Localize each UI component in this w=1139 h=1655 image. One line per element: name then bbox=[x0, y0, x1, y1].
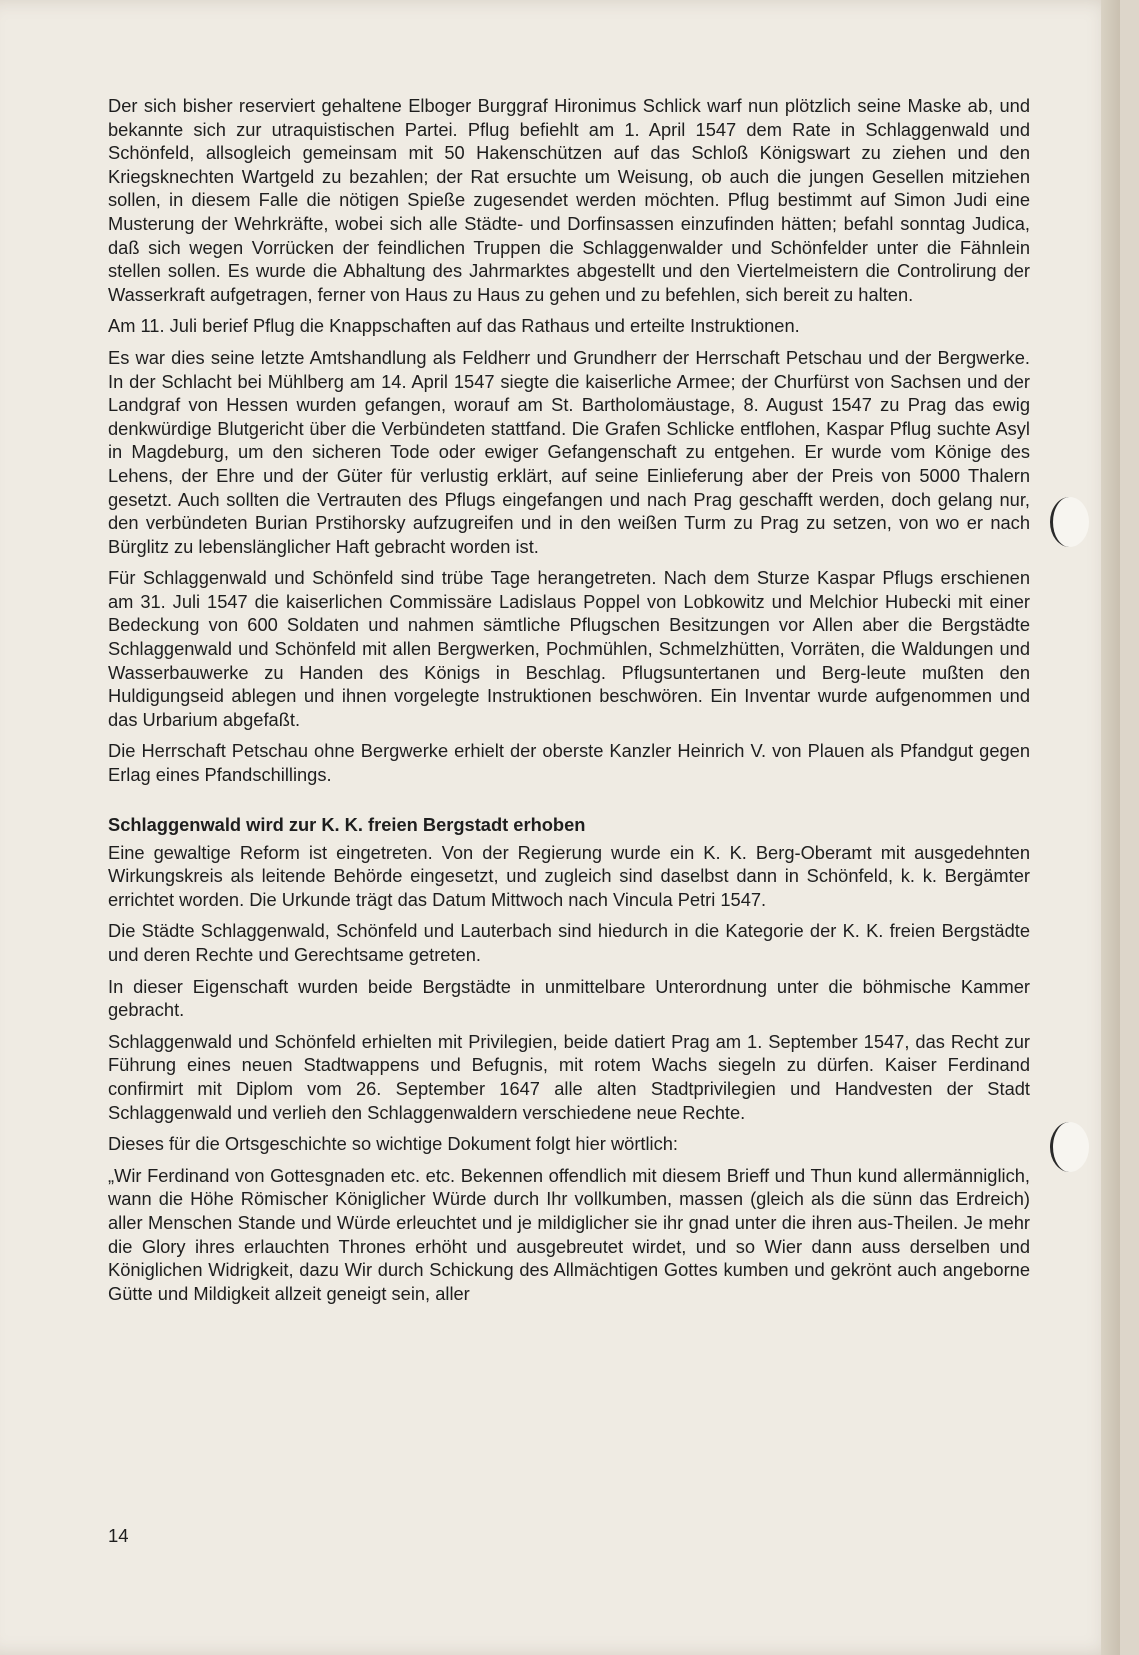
body-text bbox=[108, 94, 1030, 1313]
paragraph: Eine gewaltige Reform ist eingetreten. Von der Regierung wurde ein K. K. Berg-Oberamt mit ausgedehnten Wirkungskreis als leitende Behörde eingesetzt, und zugleich sind daselbst dann in Schönfeld, k. k. Bergämter errichtet worden. Die Urkunde trägt das Datum Mittwoch nach Vincula Petri 1547. bbox=[108, 841, 1030, 910]
paragraph: Am 11. Juli berief Pflug die Knappschaften auf das Rathaus und erteilte Instruktionen. bbox=[108, 315, 800, 337]
page-number: 14 bbox=[108, 1525, 129, 1546]
page-edge bbox=[1101, 0, 1120, 1655]
paragraph: Die Herrschaft Petschau ohne Bergwerke erhielt der oberste Kanzler Heinrich V. von Plauen als Pfandgut gegen Erlag eines Pfandschillings. bbox=[108, 740, 1030, 786]
paragraph: Dieses für die Ortsgeschichte so wichtige Dokument folgt hier wörtlich: bbox=[108, 1133, 679, 1155]
paragraph: Die Städte Schlaggenwald, Schönfeld und Lauterbach sind hiedurch in die Kategorie der K. K. freien Bergstädte und deren Rechte und Gerechtsame getreten. bbox=[108, 920, 1030, 965]
punch-hole-icon bbox=[1050, 497, 1089, 547]
section-heading: Schlaggenwald wird zur K. K. freien Bergstadt erhoben bbox=[108, 813, 586, 835]
paragraph: „Wir Ferdinand von Gottesgnaden etc. etc. Bekennen offendlich mit diesem Brieff und Thun kund allermänniglich, wann die Höhe Römischer Königlicher Würde durch Ihr vollkumben, massen (gleich als die sünn das Erdreich) aller Menschen Stande und Würde erleuchtet und je mildiglicher sie ihr gnad unter die ihren aus-Theilen. Je mehr die Glory ihres erlauchten Thrones erhöht und ausgebreutet wirdet, und so Wier dann auss derselben und Königlichen Widrigkeit, dazu Wir durch Schickung des Allmächtigen Gottes kumben und gekrönt auch angeborne Gütte und Mildigkeit allzeit geneigt sein, aller bbox=[108, 1164, 1030, 1304]
paragraph: Es war dies seine letzte Amtshandlung als Feldherr und Grundherr der Herrschaft Petschau und der Bergwerke. In der Schlacht bei Mühlberg am 14. April 1547 siegte die kaiserliche Armee; der Churfürst von Sachsen und der Landgraf von Hessen wurden gefangen, worauf am St. Bartholomäustage, 8. August 1547 zu Prag das ewig denkwürdige Blutgericht über die Verbündeten stattfand. Die Grafen Schlicke entflohen, Kaspar Pflug suchte Asyl in Magdeburg, um den sicheren Tode oder ewiger Gefangenschaft zu entgehen. Er wurde vom Könige des Lehens, der Ehre und der Güter für verlustig erklärt, auf seine Einlieferung aber der Preis von 5000 Thalern gesetzt. Auch sollten die Vertrauten des Pflugs eingefangen und nach Prag geschafft werden, doch gelang nur, den verbündeten Burian Prstihorsky aufzugreifen und in den weißen Turm zu Prag zu setzen, von wo er nach Bürglitz zu lebenslänglicher Haft gebracht worden ist. bbox=[108, 346, 1030, 557]
paragraph: In dieser Eigenschaft wurden beide Bergstädte in unmittelbare Unterordnung unter die böhmische Kammer gebracht. bbox=[108, 975, 1030, 1021]
paragraph: Schlaggenwald und Schönfeld erhielten mit Privilegien, beide datiert Prag am 1. September 1547, das Recht zur Führung eines neuen Stadtwappens und Befugnis, mit rotem Wachs siegeln zu dürfen. Kaiser Ferdinand confirmirt mit Diplom vom 26. September 1647 alle alten Stadtprivilegien und Handvesten der Stadt Schlaggenwald und verlieh den Schlaggenwaldern verschiedene neue Rechte. bbox=[108, 1030, 1030, 1123]
punch-hole-icon bbox=[1050, 1122, 1089, 1172]
paragraph: Für Schlaggenwald und Schönfeld sind trübe Tage herangetreten. Nach dem Sturze Kaspar Pflugs erschienen am 31. Juli 1547 die kaiserlichen Commissäre Ladislaus Poppel von Lobkowitz und Melchior Hubecki mit einer Bedeckung von 600 Soldaten und nahmen sämtliche Pflugschen Besitzungen vor Allen aber die Bergstädte Schlaggenwald und Schönfeld mit allen Bergwerken, Pochmühlen, Schmelzhütten, Vorräten, die Waldungen und Wasserbauwerke zu Handen des Königs in Beschlag. Pflugsuntertanen und Berg-leute mußten den Huldigungseid ablegen und ihnen vorgelegte Instruktionen beschwören. Ein Inventar wurde aufgenommen und das Urbarium abgefaßt. bbox=[108, 567, 1030, 730]
paragraph: Der sich bisher reserviert gehaltene Elboger Burggraf Hironimus Schlick warf nun plötzlich seine Maske ab, und bekannte sich zur utraquistischen Partei. Pflug befiehlt am 1. April 1547 dem Rate in Schlaggenwald und Schönfeld, allsogleich gemeinsam mit 50 Hakenschützen auf das Schloß Königswart zu ziehen und den Kriegsknechten Wartgeld zu bezahlen; der Rat ersuchte um Weisung, ob auch die jungen Gesellen mitziehen sollen, in diesem Falle die nötigen Spieße zugesendet werden möchten. Pflug bestimmt auf Simon Judi eine Musterung der Wehrkräfte, wobei sich alle Städte- und Dorfinsassen einzufinden hätten; befahl sonntag Judica, daß sich wegen Vorrücken der feindlichen Truppen die Schlaggenwalder und Schönfelder unter die Fähnlein stellen sollen. Es wurde die Abhaltung des Jahrmarktes abgestellt und den Viertelmeistern die Controlirung der Wasserkraft aufgetragen, ferner von Haus zu Haus zu gehen und zu befehlen, sich bereit zu halten. bbox=[108, 95, 1030, 305]
